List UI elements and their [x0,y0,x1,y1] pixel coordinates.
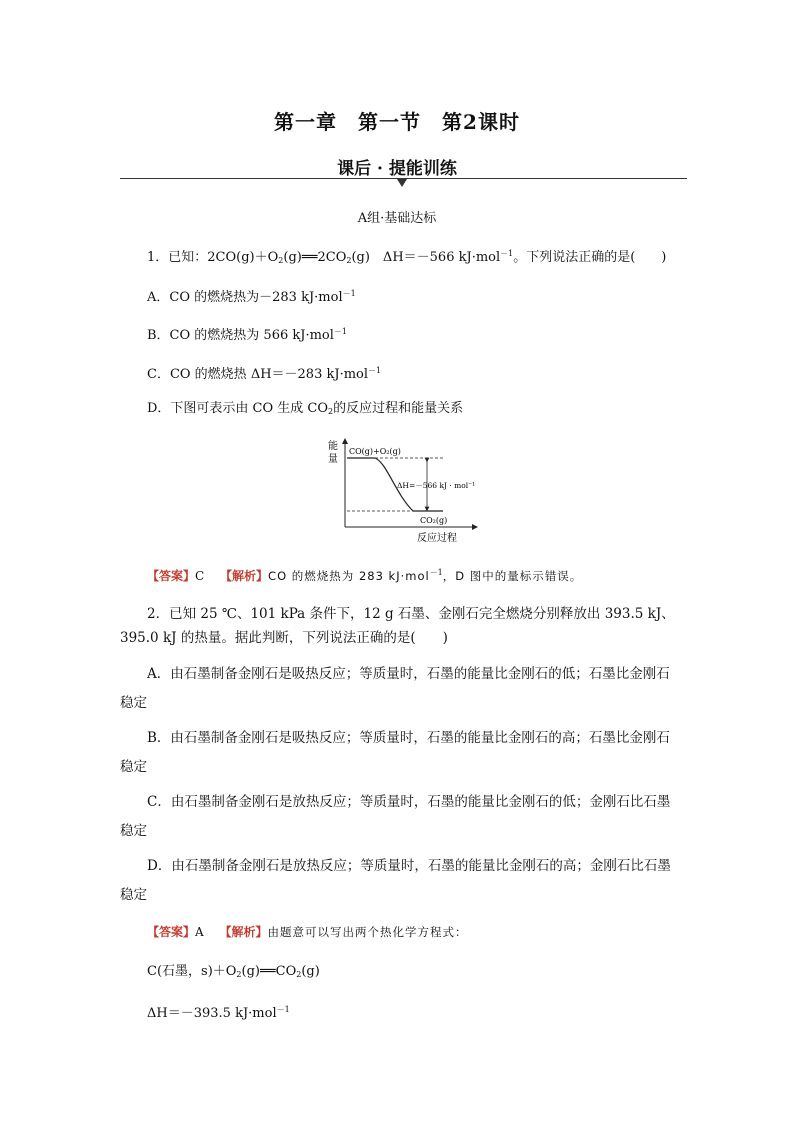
q1-answer: 【答案】C 【解析】CO 的燃烧热为 283 kJ·mol$^{-1}$，D 图中的量标示错误。 [147,568,583,583]
q1-option-a: A．CO 的燃烧热为－283 kJ·mol$^{-1}$ [147,289,356,305]
y-axis-label-1: 能 [328,441,338,452]
q2-option-d: D．由石墨制备金刚石是放热反应；等质量时，石墨的能量比金刚石的高；金刚石比石墨稳定 [120,858,671,903]
q1-option-b: B．CO 的燃烧热为 566 kJ·mol$^{-1}$ [147,327,347,343]
q2-stem-line2: 395.0 kJ 的热量。据此判断，下列说法正确的是( ) [120,630,448,646]
reactant-label: CO(g)+O₂(g) [349,447,401,456]
section-label: A组·基础达标 [357,211,437,226]
q2-option-a: A．由石墨制备金刚石是吸热反应；等质量时，石墨的能量比金刚石的低；石墨比金刚石稳定 [120,666,670,711]
delta-h-label: ΔH=－566 kJ · mol⁻¹ [397,481,476,490]
header-triangle-marker [397,179,407,187]
y-axis-label-2: 量 [328,454,338,465]
x-axis-label: 反应过程 [417,533,457,544]
q2-equation-1: C(石墨，$s)+O_2(g)══CO_2(g)$ [147,964,320,979]
q2-option-c: C．由石墨制备金刚石是放热反应；等质量时，石墨的能量比金刚石的低；金刚石比石墨稳定 [120,794,671,839]
page-title: 第一章 第一节 第2课时 [274,110,520,134]
q2-stem-line1: 2．已知 25 ℃、101 kPa 条件下，12 g 石墨、金刚石完全燃烧分别释放出 393.5 kJ、 [147,606,675,622]
q2-equation-1-dh: ΔH＝－393.5 kJ·mol$^{-1}$ [147,1005,290,1021]
q2-answer: 【答案】A 【解析】由题意可以写出两个热化学方程式： [147,925,468,939]
page-subtitle: 课后 · 提能训练 [337,159,457,179]
q2-option-b: B．由石墨制备金刚石是吸热反应；等质量时，石墨的能量比金刚石的高；石墨比金刚石稳定 [120,730,670,775]
product-label: CO₂(g) [420,516,448,525]
energy-diagram [325,433,505,548]
q1-option-d: D．下图可表示由 CO 生成 $CO_2$的反应过程和能量关系 [147,401,464,416]
q1-option-c: C．CO 的燃烧热 ΔH＝－283 kJ·mol$^{-1}$ [147,366,382,382]
q1-stem: 1．已知：$2CO(g)+O_2(g)══2CO_2(g)$ ΔH＝－566 kJ·mol$^{-1}$。下列说法正确的是( ) [147,249,667,265]
